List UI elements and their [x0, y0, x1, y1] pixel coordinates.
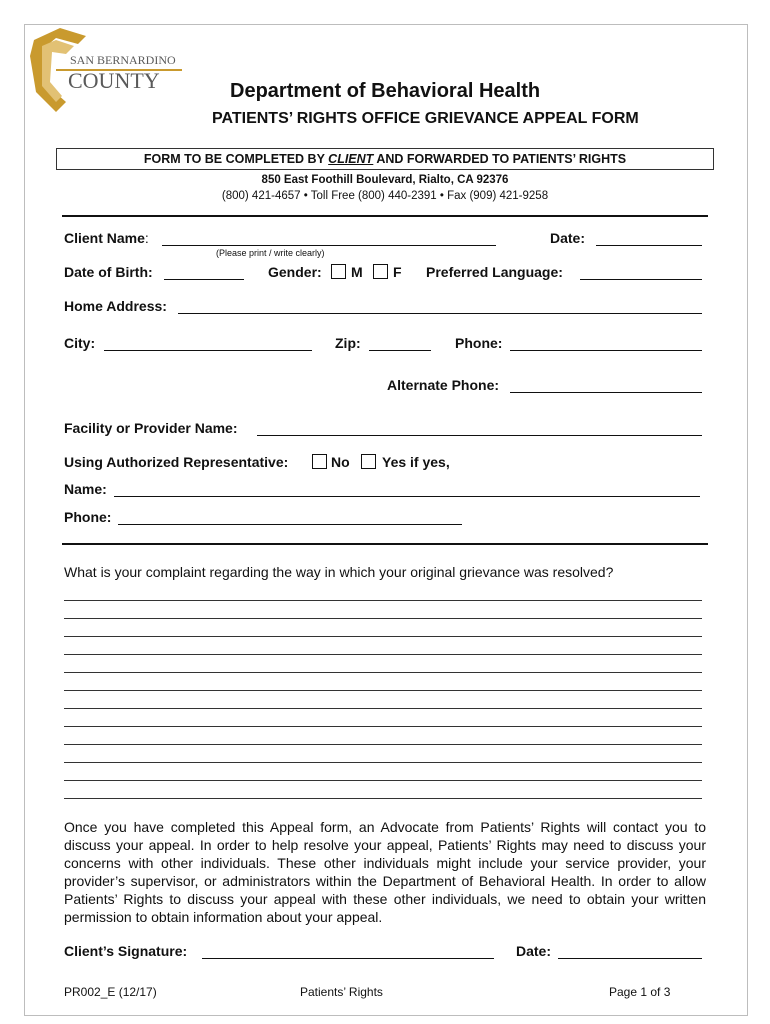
banner-pre: FORM TO BE COMPLETED BY	[143, 152, 329, 166]
answer-line[interactable]	[64, 780, 702, 781]
zip-field[interactable]	[369, 350, 431, 351]
dob-field[interactable]	[164, 279, 244, 280]
answer-line[interactable]	[64, 798, 702, 799]
county-logo	[26, 26, 186, 114]
zip-label: Zip:	[335, 335, 361, 351]
form-code: PR002_E (12/17)	[64, 985, 157, 999]
answer-line[interactable]	[64, 600, 702, 601]
phone-label: Phone:	[455, 335, 503, 351]
answer-line[interactable]	[64, 654, 702, 655]
client-name-label: Client Name:	[64, 230, 149, 246]
facility-field[interactable]	[257, 435, 702, 436]
gender-f-label: F	[393, 264, 402, 280]
section-divider-2	[62, 543, 708, 545]
answer-line[interactable]	[64, 744, 702, 745]
signature-date-label: Date:	[516, 943, 552, 959]
alternate-phone-label: Alternate Phone:	[387, 377, 500, 393]
date-label: Date:	[550, 230, 586, 246]
client-name-field[interactable]	[162, 245, 496, 246]
answer-line[interactable]	[64, 618, 702, 619]
date-field[interactable]	[596, 245, 702, 246]
gender-m-label: M	[351, 264, 363, 280]
signature-label: Client’s Signature:	[64, 943, 188, 959]
footer-center: Patients’ Rights	[300, 985, 383, 999]
office-phones: (800) 421-4657 • Toll Free (800) 440-2391 • Fax (909) 421-9258	[221, 190, 549, 202]
home-address-field[interactable]	[178, 313, 702, 314]
banner-emph: CLIENT	[328, 152, 374, 166]
phone-field[interactable]	[510, 350, 702, 351]
rep-phone-field[interactable]	[118, 524, 462, 525]
rep-name-field[interactable]	[114, 496, 700, 497]
svg-text:COUNTY: COUNTY	[68, 68, 160, 93]
answer-line[interactable]	[64, 762, 702, 763]
city-label: City:	[64, 335, 96, 351]
rep-no-label: No	[331, 454, 350, 470]
rep-no-checkbox[interactable]	[312, 454, 327, 469]
appeal-info-paragraph: Once you have completed this Appeal form, an Advocate from Patients’ Rights will contact you to discuss your appeal. In order to help resolve your appeal, Patients’ Rights may need to discuss your concerns with other individuals. These other individuals might include your service provider, your provider’s supervisor, or administrators within the Department of Behavioral Health. In order to allow Patients’ Rights to discuss your appeal with these other individuals, we need to obtain your written permission to obtain information about your appeal.	[64, 819, 706, 925]
gender-m-checkbox[interactable]	[331, 264, 346, 279]
rep-name-label: Name:	[64, 481, 107, 497]
rep-phone-label: Phone:	[64, 509, 112, 525]
rep-yes-checkbox[interactable]	[361, 454, 376, 469]
complaint-question: What is your complaint regarding the way in which your original grievance was resolved?	[64, 564, 614, 580]
svg-text:SAN BERNARDINO: SAN BERNARDINO	[70, 53, 176, 67]
signature-date-field[interactable]	[558, 958, 702, 959]
signature-field[interactable]	[202, 958, 494, 959]
gender-label: Gender:	[268, 264, 322, 280]
answer-line[interactable]	[64, 636, 702, 637]
section-divider	[62, 215, 708, 217]
banner-post: AND FORWARDED TO PATIENTS’ RIGHTS	[373, 152, 627, 166]
authorized-rep-label: Using Authorized Representative:	[64, 454, 289, 470]
page-number: Page 1 of 3	[609, 985, 671, 999]
dob-label: Date of Birth:	[64, 264, 153, 280]
department-title: Department of Behavioral Health	[230, 80, 541, 102]
answer-line[interactable]	[64, 726, 702, 727]
alternate-phone-field[interactable]	[510, 392, 702, 393]
gender-f-checkbox[interactable]	[373, 264, 388, 279]
print-hint: (Please print / write clearly)	[216, 248, 325, 258]
answer-line[interactable]	[64, 690, 702, 691]
form-title: PATIENTS’ RIGHTS OFFICE GRIEVANCE APPEAL FORM	[212, 110, 639, 127]
county-seal-icon	[26, 26, 186, 114]
city-field[interactable]	[104, 350, 312, 351]
answer-line[interactable]	[64, 708, 702, 709]
preferred-language-label: Preferred Language:	[426, 264, 563, 280]
home-address-label: Home Address:	[64, 298, 167, 314]
instruction-banner	[56, 148, 714, 170]
office-address: 850 East Foothill Boulevard, Rialto, CA 92376	[261, 174, 509, 186]
facility-label: Facility or Provider Name:	[64, 420, 238, 436]
answer-line[interactable]	[64, 672, 702, 673]
preferred-language-field[interactable]	[580, 279, 702, 280]
rep-yes-label: Yes if yes,	[382, 454, 450, 470]
